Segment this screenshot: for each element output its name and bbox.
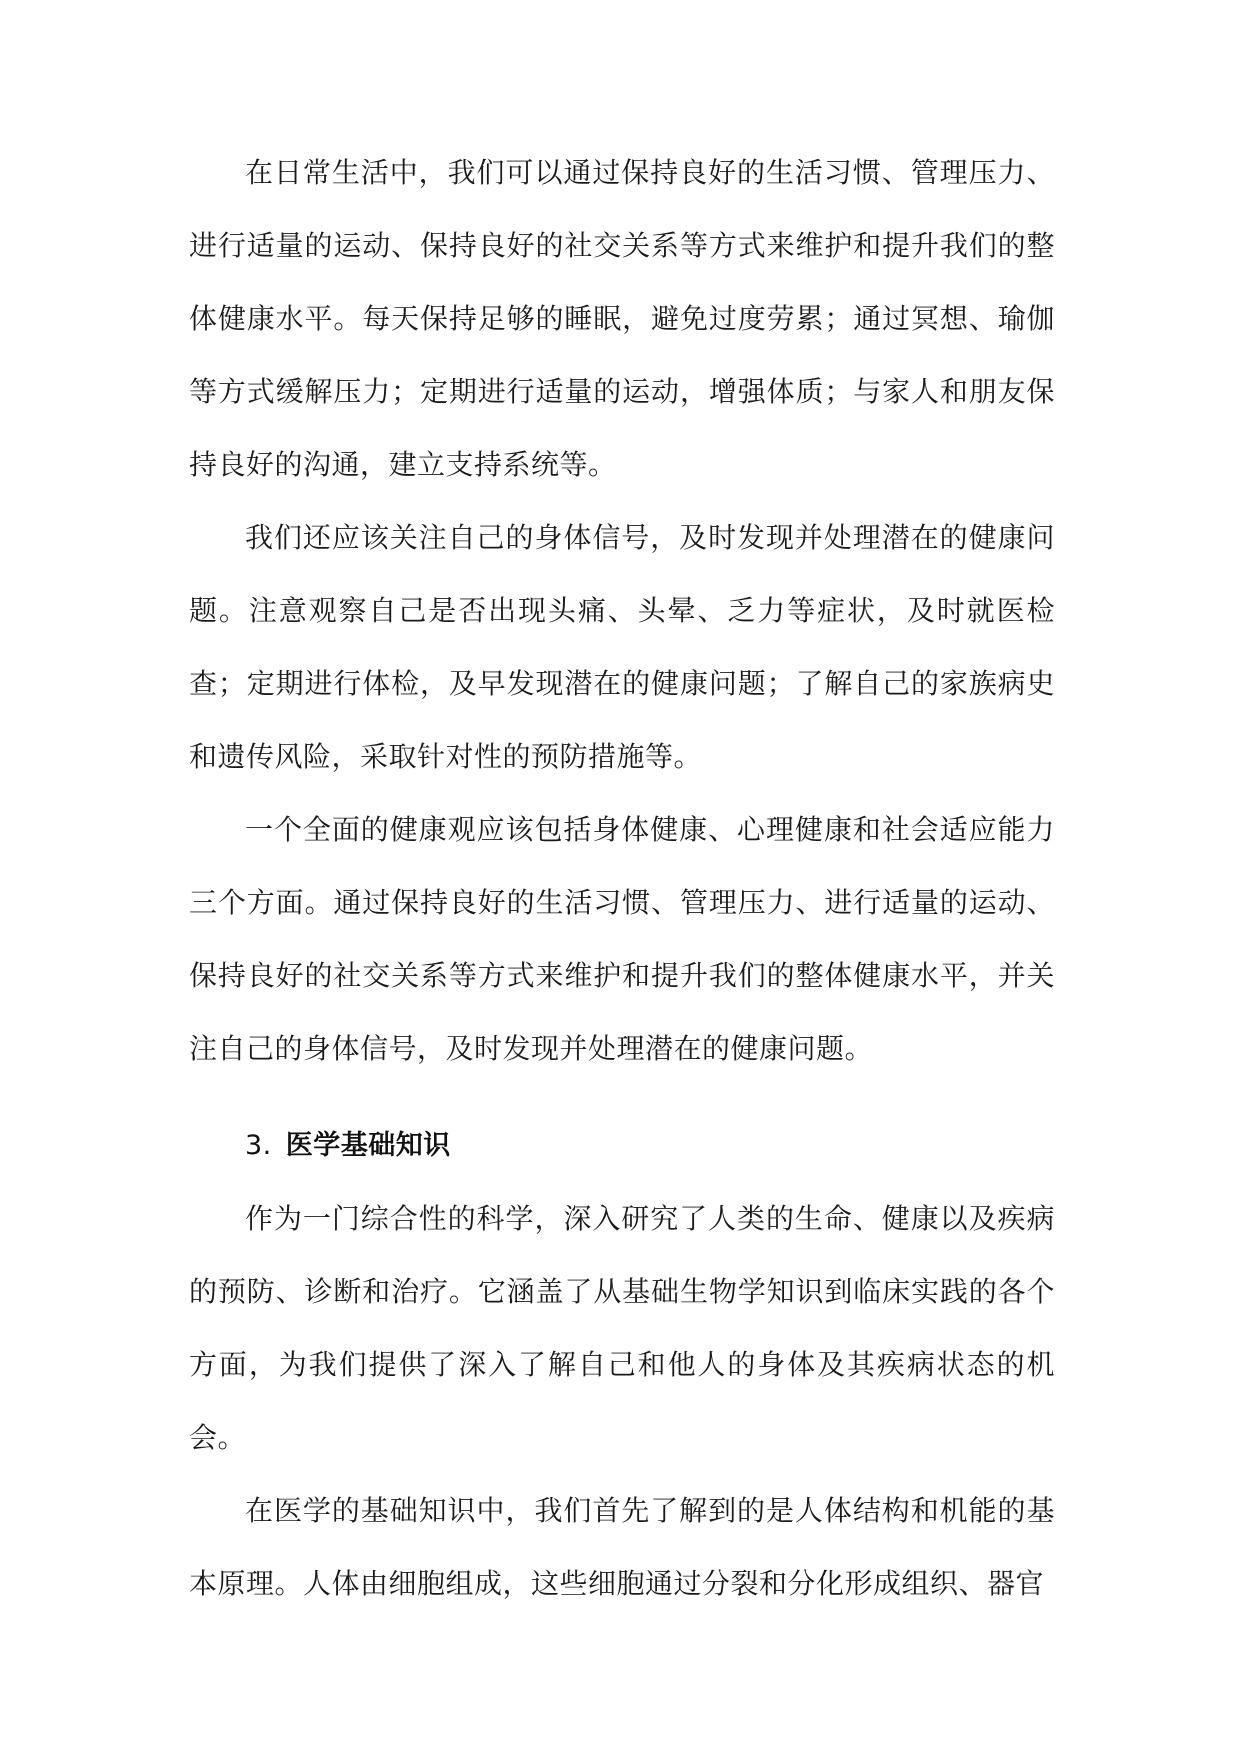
paragraph-body-signals: 我们还应该关注自己的身体信号，及时发现并处理潜在的健康问题。注意观察自己是否出现头痛、头晕、乏力等症状，及时就医检查；定期进行体检，及早发现潜在的健康问题；了解自己的家族病史和遗传风险，采取针对性的预防措施等。 — [189, 521, 1055, 773]
paragraph-daily-health: 在日常生活中，我们可以通过保持良好的生活习惯、管理压力、进行适量的运动、保持良好的社交关系等方式来维护和提升我们的整体健康水平。每天保持足够的睡眠，避免过度劳累；通过冥想、瑜伽等方式缓解压力；定期进行适量的运动，增强体质；与家人和朋友保持良好的沟通，建立支持系统等。 — [189, 156, 1055, 481]
section-title: 医学基础知识 — [285, 1130, 451, 1161]
paragraph-body-structure: 在医学的基础知识中，我们首先了解到的是人体结构和机能的基本原理。人体由细胞组成，这些细胞通过分裂和分化形成组织、器官 — [189, 1494, 1055, 1600]
document-body — [189, 136, 1055, 1620]
section-number: 3. — [245, 1130, 272, 1161]
paragraph-health-view: 一个全面的健康观应该包括身体健康、心理健康和社会适应能力三个方面。通过保持良好的生活习惯、管理压力、进行适量的运动、保持良好的社交关系等方式来维护和提升我们的整体健康水平，并关注自己的身体信号，及时发现并处理潜在的健康问题。 — [189, 813, 1055, 1065]
section-heading — [189, 1109, 1055, 1182]
paragraph-medicine-intro: 作为一门综合性的科学，深入研究了人类的生命、健康以及疾病的预防、诊断和治疗。它涵盖了从基础生物学知识到临床实践的各个方面，为我们提供了深入了解自己和他人的身体及其疾病状态的机会。 — [189, 1202, 1055, 1454]
